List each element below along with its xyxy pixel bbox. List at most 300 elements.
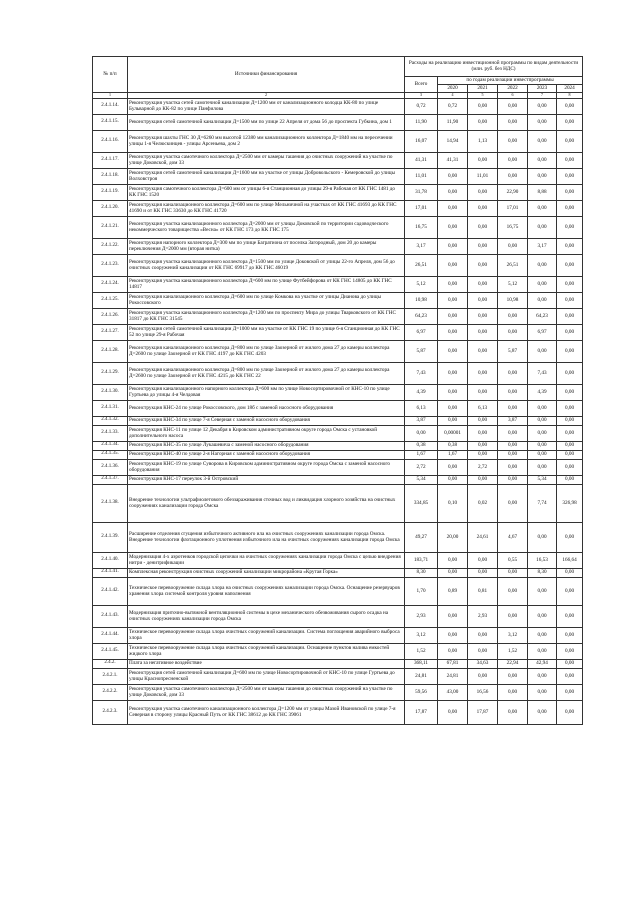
row-total: 59,56 [405, 684, 438, 700]
row-name: Реконструкция участка сетей самотечной канализации Д=1200 мм от канализационного колодца КК-80 по улице Бульварной до КК-82 по улице Панфилова [128, 98, 405, 114]
row-year-value: 0,00 [557, 168, 583, 184]
year-header: 2022 [498, 85, 528, 93]
row-year-value: 22,90 [498, 184, 528, 200]
row-year-value: 0,00 [468, 416, 498, 425]
row-year-value: 0,00 [528, 416, 557, 425]
row-name: Реконструкция канализационного напорного коллектора Д=600 мм по улице Новосортировочной от КНС-10 по улице Гуртьева до улицы 4-я Челдовая [128, 384, 405, 400]
row-year-value: 326,98 [557, 484, 583, 522]
row-name: Реконструкция шахты ГНС 30 Д=6260 мм высотой 12380 мм канализационного коллектора Д=1840 мм на пересечении улицы 1-я Челюскинцев - улицы Арсеньева, дом 2 [128, 130, 405, 152]
row-year-value: 0,00 [528, 130, 557, 152]
row-code: 2.4.1.42. [93, 577, 128, 605]
row-year-value: 0,00 [528, 459, 557, 475]
row-total: 3,12 [405, 627, 438, 643]
col-total-header: Всего [405, 77, 438, 93]
row-year-value: 0,00 [528, 450, 557, 459]
row-year-value: 0,00 [438, 552, 468, 568]
row-year-value: 0,00 [557, 152, 583, 168]
row-name: Реконструкция КНС-17 переулок 3-й Островский [128, 475, 405, 484]
row-total: 0,38 [405, 441, 438, 450]
row-code: 2.4.1.26. [93, 308, 128, 324]
row-code: 2.4.2. [93, 659, 128, 668]
table-row [93, 400, 583, 416]
row-year-value: 7,43 [528, 362, 557, 384]
row-year-value: 0,00 [438, 292, 468, 308]
row-total: 368,11 [405, 659, 438, 668]
row-year-value: 0,00 [498, 114, 528, 130]
row-year-value: 0,00 [468, 254, 498, 276]
table-row [93, 416, 583, 425]
row-year-value: 5,87 [498, 340, 528, 362]
row-name: Реконструкция участка самотечного канализационного коллектора Д=1200 мм от улицы Мазой Ивановской по улице 7-я Северная в сторону улицы Красный Путь от КК ГНС 38612 до КК ГНС 39061 [128, 700, 405, 724]
table-row [93, 152, 583, 168]
row-year-value: 0,00 [498, 577, 528, 605]
row-year-value: 0,00 [438, 324, 468, 340]
row-year-value: 0,00 [468, 475, 498, 484]
row-year-value: 0,00 [438, 254, 468, 276]
row-year-value: 0,00 [498, 459, 528, 475]
table-row [93, 643, 583, 659]
table-row [93, 568, 583, 577]
row-year-value: 0,00 [557, 130, 583, 152]
table-row [93, 700, 583, 724]
row-year-value: 0,00 [498, 568, 528, 577]
row-year-value: 14,94 [438, 130, 468, 152]
row-name: Реконструкция КНС-34 по улице 7-я Северная с заменой насосного оборудования [128, 416, 405, 425]
row-year-value: 0,00 [557, 324, 583, 340]
row-year-value: 0,00 [498, 450, 528, 459]
row-year-value: 0,00 [468, 292, 498, 308]
row-code: 2.4.2.3. [93, 700, 128, 724]
table-row [93, 276, 583, 292]
table-row [93, 659, 583, 668]
row-year-value: 0,00 [438, 568, 468, 577]
column-index: 5 [468, 93, 498, 99]
row-year-value: 0,00 [498, 308, 528, 324]
row-year-value: 0,00 [557, 184, 583, 200]
row-total: 24,81 [405, 668, 438, 684]
row-year-value: 20,00 [438, 522, 468, 552]
row-code: 2.4.1.35. [93, 450, 128, 459]
table-header [93, 57, 583, 99]
row-year-value: 16,56 [468, 684, 498, 700]
row-total: 41,31 [405, 152, 438, 168]
row-year-value: 0,00 [468, 200, 498, 216]
row-name: Внедрение технологии ультрафиолетового обеззараживания сточных вод и ликвидация хлорного хозяйства на очистных сооружениях канализации города Омска [128, 484, 405, 522]
row-year-value: 0,00 [557, 425, 583, 441]
row-year-value: 0,00 [498, 400, 528, 416]
row-total: 6,97 [405, 324, 438, 340]
row-year-value: 2,72 [468, 459, 498, 475]
table-row [93, 200, 583, 216]
row-total: 3,17 [405, 238, 438, 254]
row-year-value: 0,00 [528, 216, 557, 238]
row-year-value: 1,67 [438, 450, 468, 459]
row-year-value: 8,30 [528, 568, 557, 577]
row-name: Реконструкция КНС-24 по улице Рокоссовского, дом 18б с заменой насосного оборудования [128, 400, 405, 416]
row-total: 26,51 [405, 254, 438, 276]
col-number-header: № п/п [93, 57, 128, 93]
row-year-value: 16,75 [498, 216, 528, 238]
row-year-value: 0,00 [528, 577, 557, 605]
row-year-value: 5,12 [498, 276, 528, 292]
row-year-value: 0,00 [468, 114, 498, 130]
column-index: 7 [528, 93, 557, 99]
table-body [93, 98, 583, 724]
row-code: 2.4.1.40. [93, 552, 128, 568]
table-row [93, 292, 583, 308]
column-index: 3 [405, 93, 438, 99]
row-total: 1,52 [405, 643, 438, 659]
row-year-value: 4,67 [498, 522, 528, 552]
row-year-value: 0,00 [557, 475, 583, 484]
row-year-value: 10,98 [498, 292, 528, 308]
row-name: Модернизация приточно-вытяжной вентиляционной системы в цехе механического обезвоживания сырого осадка на очистных сооружениях канализации города Омска [128, 605, 405, 627]
row-year-value: 0,89 [438, 577, 468, 605]
row-name: Реконструкция КНС-19 по улице Суворова в Кировском административном округе города Омска с заменой насосного оборудования [128, 459, 405, 475]
row-total: 5,34 [405, 475, 438, 484]
row-year-value: 0,00 [528, 340, 557, 362]
row-total: 11,01 [405, 168, 438, 184]
row-year-value: 0,00 [438, 168, 468, 184]
row-code: 2.4.1.33. [93, 425, 128, 441]
row-year-value: 0,00 [557, 98, 583, 114]
row-total: 49,27 [405, 522, 438, 552]
row-total: 0,72 [405, 98, 438, 114]
row-year-value: 0,00 [557, 577, 583, 605]
row-code: 2.4.1.43. [93, 605, 128, 627]
row-total: 31,78 [405, 184, 438, 200]
row-year-value: 0,00 [498, 475, 528, 484]
column-index: 8 [557, 93, 583, 99]
row-year-value: 0,00 [557, 668, 583, 684]
row-year-value: 0,00 [528, 522, 557, 552]
row-year-value: 0,00 [498, 668, 528, 684]
row-year-value: 0,00 [498, 700, 528, 724]
col-expenses-header: Расходы на реализацию инвестиционной программы по видам деятельности (млн. руб. без НДС) [405, 57, 583, 77]
row-year-value: 0,00 [498, 484, 528, 522]
row-year-value: 0,00 [528, 114, 557, 130]
row-year-value: 0,00 [528, 292, 557, 308]
table-row [93, 168, 583, 184]
row-year-value: 4,39 [528, 384, 557, 400]
table-row [93, 627, 583, 643]
row-name: Реконструкция сетей самотечной канализации Д=1600 мм на участке от улицы Добровольского - Кемеровской до улицы Волховстроя [128, 168, 405, 184]
row-name: Реконструкция канализационного коллектора Д=600 мм по улице Комкова на участке от улицы Дианова до улицы Рокоссовского [128, 292, 405, 308]
table-row [93, 384, 583, 400]
row-year-value: 0,00 [557, 416, 583, 425]
row-year-value: 0,00 [498, 152, 528, 168]
row-total: 0,00 [405, 425, 438, 441]
row-year-value: 8,88 [528, 184, 557, 200]
row-year-value: 0,00 [468, 98, 498, 114]
row-name: Реконструкция участка канализационного коллектора Д=1500 мм по улице Доковской от улицы 22-го Апреля, дом 56 до очистных сооружений канализации от КК ГНС 69917 до КК ГНС 46019 [128, 254, 405, 276]
row-year-value: 0,00 [468, 238, 498, 254]
row-year-value: 0,00 [557, 238, 583, 254]
row-year-value: 0,00 [438, 384, 468, 400]
row-year-value: 17,01 [498, 200, 528, 216]
year-header: 2021 [468, 85, 498, 93]
row-name: Реконструкция канализационного коллектора Д=600 мм по улице Мельничной на участках от КК ГНС 41693 до КК ГНС 41690 и от КК ГНС 33630 до КК ГНС 41720 [128, 200, 405, 216]
row-year-value: 0,00 [438, 276, 468, 292]
row-name: Реконструкция участка канализационного коллектора Д=2000 мм от улицы Доковской по территории садоводческого некоммерческого товарищества «Весна» от КК ГНС 173 до КК ГНС 175 [128, 216, 405, 238]
row-name: Техническое перевооружение склада хлора очистных сооружений канализации. Система поглощения аварийного выброса хлора [128, 627, 405, 643]
row-year-value: 0,00 [468, 643, 498, 659]
row-code: 2.4.2.1. [93, 668, 128, 684]
row-year-value: 0,00 [468, 441, 498, 450]
row-name: Плата за негативное воздействие [128, 659, 405, 668]
row-total: 11,90 [405, 114, 438, 130]
row-code: 2.4.1.16. [93, 130, 128, 152]
row-year-value: 0,10 [438, 484, 468, 522]
row-code: 2.4.1.41. [93, 568, 128, 577]
row-year-value: 0,00 [557, 384, 583, 400]
row-year-value: 0,00 [438, 475, 468, 484]
row-code: 2.4.1.27. [93, 324, 128, 340]
row-year-value: 0,00 [498, 238, 528, 254]
row-code: 2.4.1.30. [93, 384, 128, 400]
table-row [93, 340, 583, 362]
row-year-value: 0,00 [557, 114, 583, 130]
row-code: 2.4.1.23. [93, 254, 128, 276]
row-year-value: 3,17 [528, 238, 557, 254]
row-year-value: 0,00 [468, 568, 498, 577]
row-year-value: 0,00 [528, 441, 557, 450]
row-year-value: 0,00 [557, 340, 583, 362]
row-year-value: 42,94 [528, 659, 557, 668]
row-year-value: 0,00 [468, 668, 498, 684]
row-year-value: 3,87 [498, 416, 528, 425]
row-code: 2.4.1.29. [93, 362, 128, 384]
row-year-value: 0,00 [557, 684, 583, 700]
row-year-value: 11,01 [468, 168, 498, 184]
row-year-value: 0,00 [468, 627, 498, 643]
row-year-value: 0,00 [528, 684, 557, 700]
row-year-value: 0,00 [498, 168, 528, 184]
row-year-value: 16,53 [528, 552, 557, 568]
row-year-value: 0,00 [438, 700, 468, 724]
row-year-value: 0,00 [557, 605, 583, 627]
table-row [93, 450, 583, 459]
row-total: 183,71 [405, 552, 438, 568]
row-year-value: 0,00 [557, 568, 583, 577]
row-year-value: 0,00 [438, 459, 468, 475]
row-name: Комплексная реконструкция очистных сооружений канализации микрорайона «Крутая Горка» [128, 568, 405, 577]
row-name: Реконструкция самотечного коллектора Д=600 мм от улицы 6-я Станционная до улицы 29-я Рабочая от КК ГНС 1481 до КК ГНС 1520 [128, 184, 405, 200]
row-year-value: 0,00 [528, 254, 557, 276]
row-total: 334,85 [405, 484, 438, 522]
row-year-value: 0,00 [557, 276, 583, 292]
row-name: Техническое перевооружение склада хлора на очистных сооружениях канализации города Омска. Оснащение резервуаров хранения хлора системой контроля уровня наполнения [128, 577, 405, 605]
row-year-value: 0,00 [557, 522, 583, 552]
row-year-value: 0,00 [438, 627, 468, 643]
row-year-value: 0,00 [468, 276, 498, 292]
row-year-value: 0,00 [528, 425, 557, 441]
column-index: 4 [438, 93, 468, 99]
row-year-value: 0,00 [498, 324, 528, 340]
row-name: Реконструкция КНС-40 по улице 2-я Нагорная с заменой насосного оборудования [128, 450, 405, 459]
row-name: Реконструкция сетей самотечной канализации Д=600 мм по улице Новосортировочной от КНС-10 по улице Гуртьева до улицы Краснопресненской [128, 668, 405, 684]
row-year-value: 0,00 [468, 450, 498, 459]
row-code: 2.4.1.36. [93, 459, 128, 475]
row-year-value: 0,00 [528, 152, 557, 168]
row-year-value: 0,00 [557, 292, 583, 308]
row-year-value: 0,02 [468, 484, 498, 522]
table-row [93, 441, 583, 450]
row-code: 2.4.1.39. [93, 522, 128, 552]
row-name: Реконструкция канализационного коллектора Д=800 мм по улице Заозерной от жилого дома 27 до камеры коллектора Д=2600 по улице Заозерной от КК ГНС 4215 до КК ГНС 22 [128, 362, 405, 384]
row-code: 2.4.1.44. [93, 627, 128, 643]
row-year-value: 0,00 [438, 238, 468, 254]
row-name: Реконструкция канализационного коллектора Д=800 мм по улице Заозерной от жилого дома 27 до камеры коллектора Д=2600 по улице Заозерной от КК ГНС 4197 до КК ГНС 4203 [128, 340, 405, 362]
row-year-value: 0,00 [498, 362, 528, 384]
table-row [93, 98, 583, 114]
row-year-value: 0,00 [498, 684, 528, 700]
row-year-value: 0,00 [557, 216, 583, 238]
col-years-group-header: по годам реализации инвестпрограммы [438, 77, 583, 85]
table-row [93, 459, 583, 475]
row-year-value: 0,00 [468, 552, 498, 568]
row-year-value: 0,00 [557, 643, 583, 659]
table-row [93, 484, 583, 522]
row-year-value: 0,00 [528, 643, 557, 659]
row-code: 2.4.1.45. [93, 643, 128, 659]
table-row [93, 475, 583, 484]
row-year-value: 0,00 [498, 425, 528, 441]
row-total: 3,87 [405, 416, 438, 425]
row-year-value: 0,00 [438, 308, 468, 324]
col-source-header: Источники финансирования [128, 57, 405, 93]
row-total: 2,72 [405, 459, 438, 475]
row-year-value: 0,00 [468, 184, 498, 200]
row-name: Реконструкция участка канализационного коллектора Д=1200 мм по проспекту Мира до улицы Тварковского от КК ГНС 31817 до КК ГНС 31545 [128, 308, 405, 324]
row-year-value: 0,00 [528, 700, 557, 724]
row-name: Модернизация 4-х аэротенков городской цепочки на очистных сооружениях канализации города Омска с целью внедрения нитри - денитрификации [128, 552, 405, 568]
row-code: 2.4.1.31. [93, 400, 128, 416]
row-name: Реконструкция сетей самотечной канализации Д=1000 мм на участке от КК ГНС 19 по улице 6-я Станционная до КК ГНС 52 по улице 29-я Рабочая [128, 324, 405, 340]
row-year-value: 5,34 [528, 475, 557, 484]
row-year-value: 0,00 [438, 200, 468, 216]
table-row [93, 552, 583, 568]
row-year-value: 2,93 [468, 605, 498, 627]
row-total: 1,70 [405, 577, 438, 605]
table-row [93, 130, 583, 152]
table-row [93, 254, 583, 276]
row-total: 17,01 [405, 200, 438, 216]
row-year-value: 1,52 [498, 643, 528, 659]
row-year-value: 41,31 [438, 152, 468, 168]
row-year-value: 1,13 [468, 130, 498, 152]
row-year-value: 0,38 [438, 441, 468, 450]
row-year-value: 0,00 [438, 362, 468, 384]
row-total: 10,98 [405, 292, 438, 308]
row-year-value: 0,00 [557, 254, 583, 276]
row-year-value: 17,87 [468, 700, 498, 724]
row-year-value: 0,00 [557, 308, 583, 324]
row-code: 2.4.1.22. [93, 238, 128, 254]
row-code: 2.4.1.38. [93, 484, 128, 522]
row-year-value: 0,00 [498, 98, 528, 114]
row-total: 16,75 [405, 216, 438, 238]
row-year-value: 0,81 [468, 577, 498, 605]
row-year-value: 0,00 [528, 200, 557, 216]
row-code: 2.4.1.15. [93, 114, 128, 130]
row-year-value: 0,00 [528, 668, 557, 684]
row-year-value: 0,72 [438, 98, 468, 114]
row-year-value: 34,63 [468, 659, 498, 668]
row-year-value: 0,00 [438, 216, 468, 238]
row-code: 2.4.1.19. [93, 184, 128, 200]
row-code: 2.4.1.25. [93, 292, 128, 308]
row-total: 5,87 [405, 340, 438, 362]
row-year-value: 0,00 [438, 184, 468, 200]
row-year-value: 64,23 [528, 308, 557, 324]
row-year-value: 24,61 [468, 522, 498, 552]
row-code: 2.4.1.32. [93, 416, 128, 425]
table-row [93, 684, 583, 700]
row-year-value: 0,00 [438, 400, 468, 416]
row-year-value: 0,00 [498, 441, 528, 450]
column-index: 6 [498, 93, 528, 99]
row-year-value: 0,00 [557, 700, 583, 724]
row-total: 4,39 [405, 384, 438, 400]
table-row [93, 668, 583, 684]
row-year-value: 0,00 [498, 384, 528, 400]
row-year-value: 0,00 [498, 130, 528, 152]
row-year-value: 0,00 [438, 340, 468, 362]
table-row [93, 605, 583, 627]
row-total: 2,93 [405, 605, 438, 627]
row-year-value: 0,00 [557, 362, 583, 384]
row-year-value: 0,00 [557, 659, 583, 668]
investment-program-table [92, 56, 583, 725]
row-code: 2.4.1.17. [93, 152, 128, 168]
row-year-value: 0,00 [557, 200, 583, 216]
row-name: Реконструкция КНС-35 по улице Лукашевича с заменой насосного оборудования [128, 441, 405, 450]
year-header: 2024 [557, 85, 583, 93]
row-year-value: 0,55 [498, 552, 528, 568]
table-row [93, 238, 583, 254]
row-year-value: 0,00 [438, 643, 468, 659]
table-row [93, 114, 583, 130]
table-row [93, 362, 583, 384]
year-header: 2020 [438, 85, 468, 93]
row-year-value: 0,00 [528, 168, 557, 184]
column-index: 1 [93, 93, 128, 99]
row-year-value: 0,00 [468, 362, 498, 384]
row-year-value: 24,81 [438, 668, 468, 684]
row-code: 2.4.1.21. [93, 216, 128, 238]
row-year-value: 0,00 [438, 605, 468, 627]
row-name: Реконструкция сетей самотечной канализации Д=1500 мм по улице 22 Апреля от дома 56 до проспекта Губкина, дом 1 [128, 114, 405, 130]
row-total: 64,23 [405, 308, 438, 324]
row-year-value: 3,12 [498, 627, 528, 643]
table-row [93, 577, 583, 605]
row-total: 16,07 [405, 130, 438, 152]
row-code: 2.4.1.34. [93, 441, 128, 450]
row-total: 5,12 [405, 276, 438, 292]
table-row [93, 425, 583, 441]
row-name: Реконструкция участка канализационного коллектора Д=600 мм по улице Футбейфорова от КК ГНС 14805 до КК ГНС 14817 [128, 276, 405, 292]
row-year-value: 0,00 [468, 425, 498, 441]
row-year-value: 0,00 [528, 400, 557, 416]
row-name: Техническое перевооружение склада хлора очистных сооружений канализации. Оснащение пунктов налива емкостей жидкого хлора [128, 643, 405, 659]
column-index: 2 [128, 93, 405, 99]
row-code: 2.4.1.14. [93, 98, 128, 114]
row-total: 8,30 [405, 568, 438, 577]
row-year-value: 11,90 [438, 114, 468, 130]
row-code: 2.4.1.28. [93, 340, 128, 362]
row-year-value: 0,00 [528, 605, 557, 627]
